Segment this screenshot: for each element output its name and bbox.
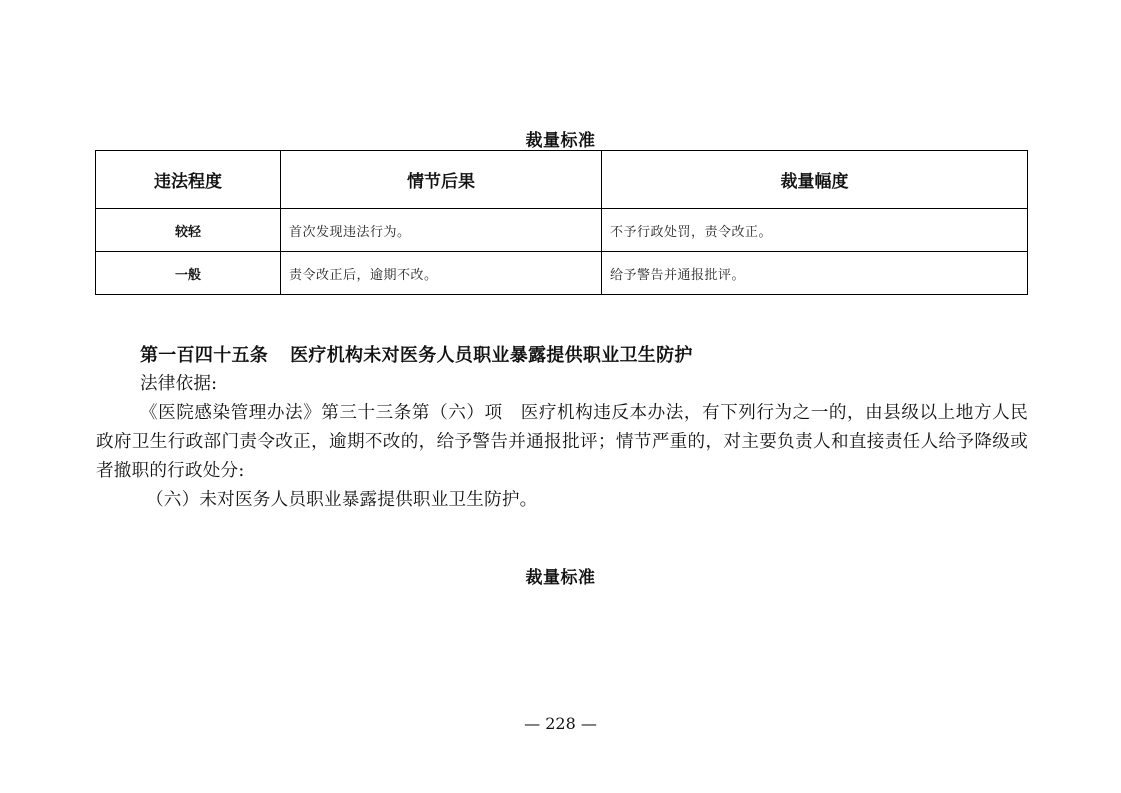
- penalty-range-cell: 不予行政处罚，责令改正。: [602, 209, 1028, 252]
- table-row: [96, 252, 1028, 295]
- circumstance-cell: 首次发现违法行为。: [281, 209, 602, 252]
- legal-basis-text: 《医院感染管理办法》第三十三条第（六）项 医疗机构违反本办法，有下列行为之一的，由县级以上地方人民政府卫生行政部门责令改正，逾期不改的，给予警告并通报批评；情节严重的，对主要负责人和直接责任人给予降级或者撤职的行政处分:: [96, 403, 1028, 481]
- table-header-row: [96, 151, 1028, 209]
- violation-level-cell: 一般: [96, 252, 281, 295]
- article-heading: [140, 341, 693, 367]
- column-header: 情节后果: [281, 151, 602, 209]
- circumstance-cell: 责令改正后，逾期不改。: [281, 252, 602, 295]
- section-title: 裁量标准: [525, 568, 596, 588]
- legal-basis-label: 法律依据:: [140, 374, 218, 394]
- article-number: 第一百四十五条: [140, 345, 269, 366]
- article-title: 医疗机构未对医务人员职业暴露提供职业卫生防护: [290, 345, 693, 366]
- table-title: 裁量标准: [525, 131, 596, 151]
- violation-level-cell: 较轻: [96, 209, 281, 252]
- page-number: — 228 —: [524, 714, 597, 733]
- table-row: [96, 209, 1028, 252]
- column-header: 裁量幅度: [602, 151, 1028, 209]
- legal-basis-item: （六）未对医务人员职业暴露提供职业卫生防护。: [146, 490, 538, 510]
- penalty-range-cell: 给予警告并通报批评。: [602, 252, 1028, 295]
- column-header: 违法程度: [96, 151, 281, 209]
- discretion-standard-table: [95, 150, 1028, 295]
